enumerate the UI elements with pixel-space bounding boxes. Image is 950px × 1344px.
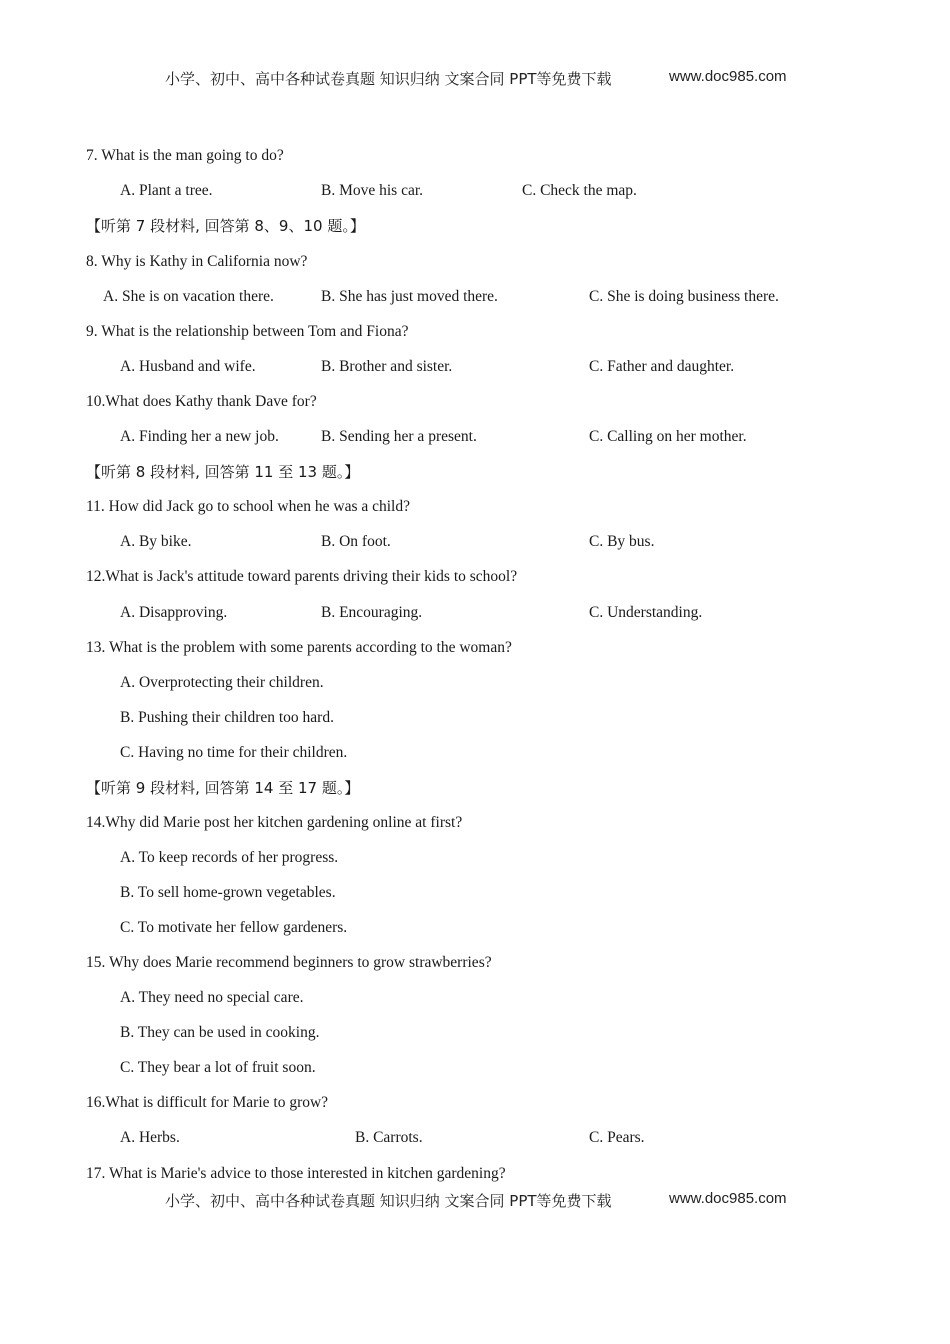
q14-option-c: C. To motivate her fellow gardeners.: [120, 919, 348, 936]
section-header-8: 【听第 8 段材料, 回答第 11 至 13 题。】: [86, 463, 360, 481]
q14-option-b: B. To sell home-grown vegetables.: [120, 884, 336, 901]
q12-option-a: A. Disapproving.: [120, 604, 228, 621]
q7-option-c: C. Check the map.: [522, 182, 637, 199]
header-url[interactable]: www.doc985.com: [669, 68, 787, 85]
q13-option-c: C. Having no time for their children.: [120, 744, 348, 761]
question-14: 14.Why did Marie post her kitchen gardening online at first?: [86, 814, 463, 831]
q7-option-a: A. Plant a tree.: [120, 182, 213, 199]
question-10: 10.What does Kathy thank Dave for?: [86, 393, 317, 410]
q8-option-a: A. She is on vacation there.: [103, 288, 274, 305]
q8-option-b: B. She has just moved there.: [321, 288, 498, 305]
q14-option-a: A. To keep records of her progress.: [120, 849, 339, 866]
q10-option-c: C. Calling on her mother.: [589, 428, 747, 445]
q15-option-b: B. They can be used in cooking.: [120, 1024, 320, 1041]
q13-option-b: B. Pushing their children too hard.: [120, 709, 334, 726]
question-17: 17. What is Marie's advice to those interested in kitchen gardening?: [86, 1165, 506, 1182]
q9-option-c: C. Father and daughter.: [589, 358, 735, 375]
q11-option-c: C. By bus.: [589, 533, 655, 550]
question-7: 7. What is the man going to do?: [86, 147, 284, 164]
q15-option-a: A. They need no special care.: [120, 989, 304, 1006]
section-header-9: 【听第 9 段材料, 回答第 14 至 17 题。】: [86, 779, 360, 797]
q15-option-c: C. They bear a lot of fruit soon.: [120, 1059, 316, 1076]
q11-option-b: B. On foot.: [321, 533, 391, 550]
footer-url[interactable]: www.doc985.com: [669, 1190, 787, 1207]
q10-option-b: B. Sending her a present.: [321, 428, 477, 445]
question-8: 8. Why is Kathy in California now?: [86, 253, 308, 270]
question-11: 11. How did Jack go to school when he was a child?: [86, 498, 410, 515]
section-header-7: 【听第 7 段材料, 回答第 8、9、10 题。】: [86, 217, 365, 235]
question-16: 16.What is difficult for Marie to grow?: [86, 1094, 329, 1111]
question-13: 13. What is the problem with some parents according to the woman?: [86, 639, 512, 656]
q11-option-a: A. By bike.: [120, 533, 192, 550]
question-9: 9. What is the relationship between Tom and Fiona?: [86, 323, 409, 340]
q12-option-b: B. Encouraging.: [321, 604, 423, 621]
q9-option-a: A. Husband and wife.: [120, 358, 256, 375]
header-text: 小学、初中、高中各种试卷真题 知识归纳 文案合同 PPT等免费下载: [165, 70, 612, 88]
question-12: 12.What is Jack's attitude toward parents driving their kids to school?: [86, 568, 518, 585]
q16-option-c: C. Pears.: [589, 1129, 645, 1146]
q16-option-b: B. Carrots.: [355, 1129, 423, 1146]
q7-option-b: B. Move his car.: [321, 182, 424, 199]
q16-option-a: A. Herbs.: [120, 1129, 180, 1146]
q13-option-a: A. Overprotecting their children.: [120, 674, 324, 691]
footer-text: 小学、初中、高中各种试卷真题 知识归纳 文案合同 PPT等免费下载: [165, 1192, 612, 1210]
q12-option-c: C. Understanding.: [589, 604, 703, 621]
q8-option-c: C. She is doing business there.: [589, 288, 779, 305]
q10-option-a: A. Finding her a new job.: [120, 428, 279, 445]
q9-option-b: B. Brother and sister.: [321, 358, 453, 375]
question-15: 15. Why does Marie recommend beginners to grow strawberries?: [86, 954, 492, 971]
